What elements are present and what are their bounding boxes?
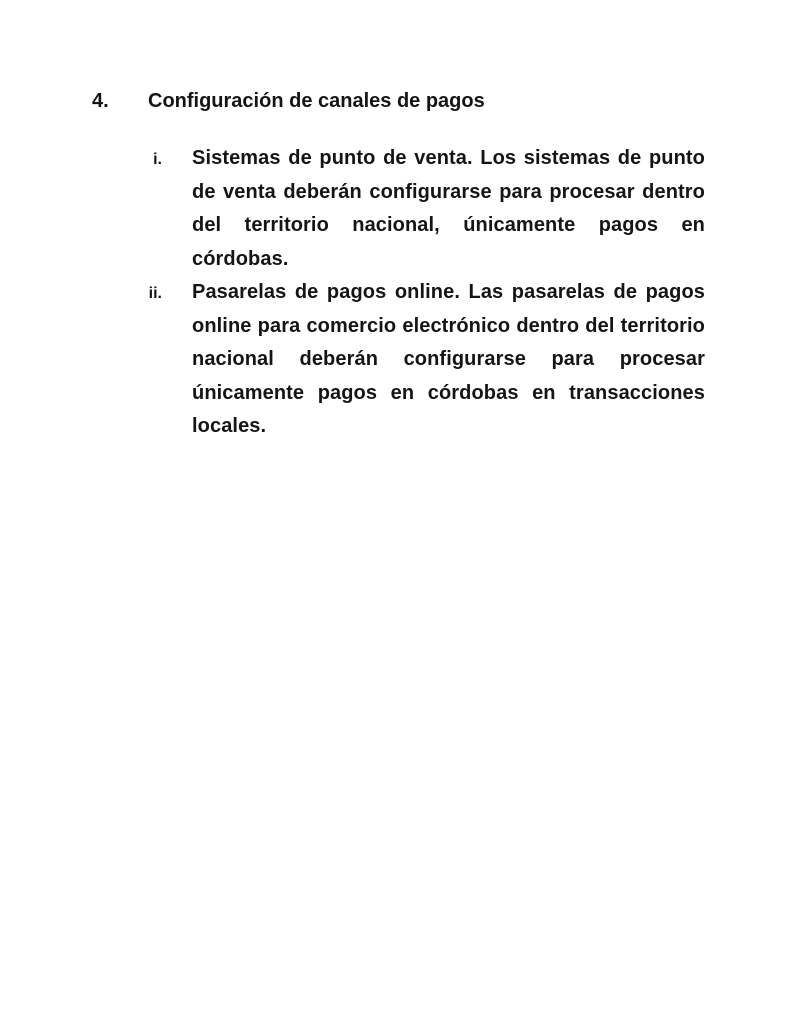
section-title: Configuración de canales de pagos	[148, 90, 485, 112]
list-item-marker: ii.	[148, 285, 162, 302]
list-item-text: Sistemas de punto de venta. Los sistemas de punto de venta deberán configurarse para procesar dentro del territorio nacional, únicamente pagos en córdobas.	[192, 147, 705, 270]
list-item-marker: i.	[153, 151, 162, 168]
section-heading	[92, 88, 705, 114]
section-number: 4.	[92, 90, 109, 112]
list-item	[92, 276, 705, 444]
page-content	[92, 88, 705, 444]
list-item-text: Pasarelas de pagos online. Las pasarelas de pagos online para comercio electrónico dentro del territorio nacional deberán configurarse para procesar únicamente pagos en córdobas en transacciones locales.	[192, 281, 705, 437]
list-item	[92, 142, 705, 276]
